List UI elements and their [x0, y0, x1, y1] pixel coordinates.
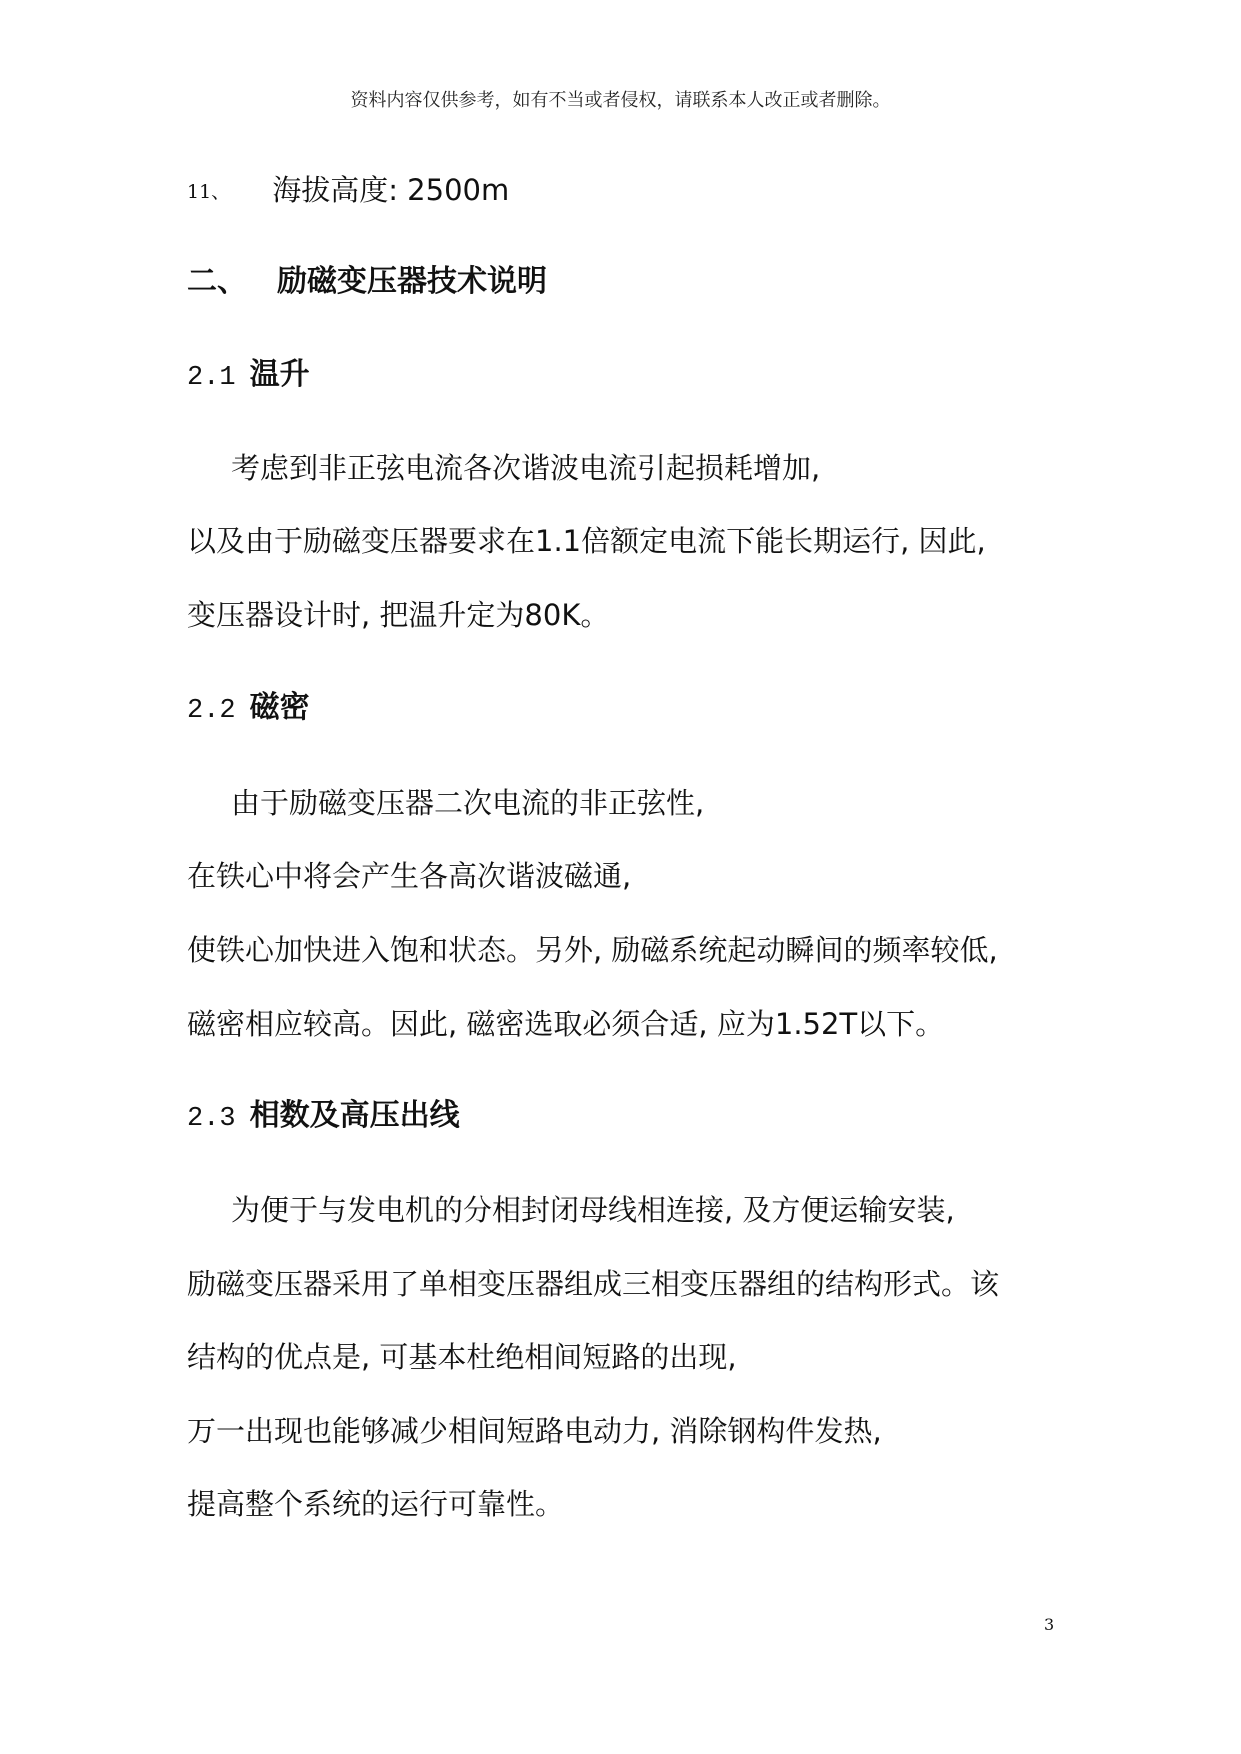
- paragraph-line: 考虑到非正弦电流各次谐波电流引起损耗增加,: [231, 451, 821, 485]
- section-heading-2-1: [187, 357, 310, 396]
- paragraph-line: 在铁心中将会产生各高次谐波磁通,: [187, 859, 632, 893]
- paragraph-line: 以及由于励磁变压器要求在1.1倍额定电流下能长期运行, 因此,: [187, 524, 986, 558]
- section-title: 温升: [249, 357, 310, 392]
- paragraph-line: 变压器设计时, 把温升定为80K。: [187, 598, 610, 632]
- section-heading-2-2: [187, 690, 310, 729]
- section-number: 2.3: [187, 1104, 236, 1134]
- section-title: 磁密: [249, 690, 310, 725]
- paragraph-line: 磁密相应较高。因此, 磁密选取必须合适, 应为1.52T以下。: [187, 1007, 945, 1041]
- section-heading-2-3: [187, 1098, 460, 1137]
- paragraph-line: 使铁心加快进入饱和状态。另外, 励磁系统起动瞬间的频率较低,: [187, 933, 998, 967]
- paragraph-line: 为便于与发电机的分相封闭母线相连接, 及方便运输安装,: [231, 1193, 955, 1227]
- chapter-title: 励磁变压器技术说明: [277, 264, 547, 299]
- section-number: 2.2: [187, 696, 236, 726]
- item-11: [187, 172, 509, 210]
- paragraph-line: 提高整个系统的运行可靠性。: [187, 1487, 565, 1521]
- paragraph-line: 由于励磁变压器二次电流的非正弦性,: [231, 786, 705, 820]
- page-number: 3: [1044, 1615, 1055, 1634]
- item-text: 海拔高度: 2500m: [272, 173, 510, 207]
- chapter-heading: [187, 264, 547, 300]
- paragraph-line: 万一出现也能够减少相间短路电动力, 消除钢构件发热,: [187, 1414, 882, 1448]
- chapter-number: 二、: [187, 264, 247, 299]
- disclaimer-header: 资料内容仅供参考，如有不当或者侵权，请联系本人改正或者删除。: [350, 90, 891, 111]
- section-title: 相数及高压出线: [249, 1098, 460, 1133]
- paragraph-line: 结构的优点是, 可基本杜绝相间短路的出现,: [187, 1340, 737, 1374]
- item-number: 11、: [187, 181, 231, 203]
- section-number: 2.1: [187, 363, 236, 393]
- paragraph-line: 励磁变压器采用了单相变压器组成三相变压器组的结构形式。该: [187, 1267, 1000, 1301]
